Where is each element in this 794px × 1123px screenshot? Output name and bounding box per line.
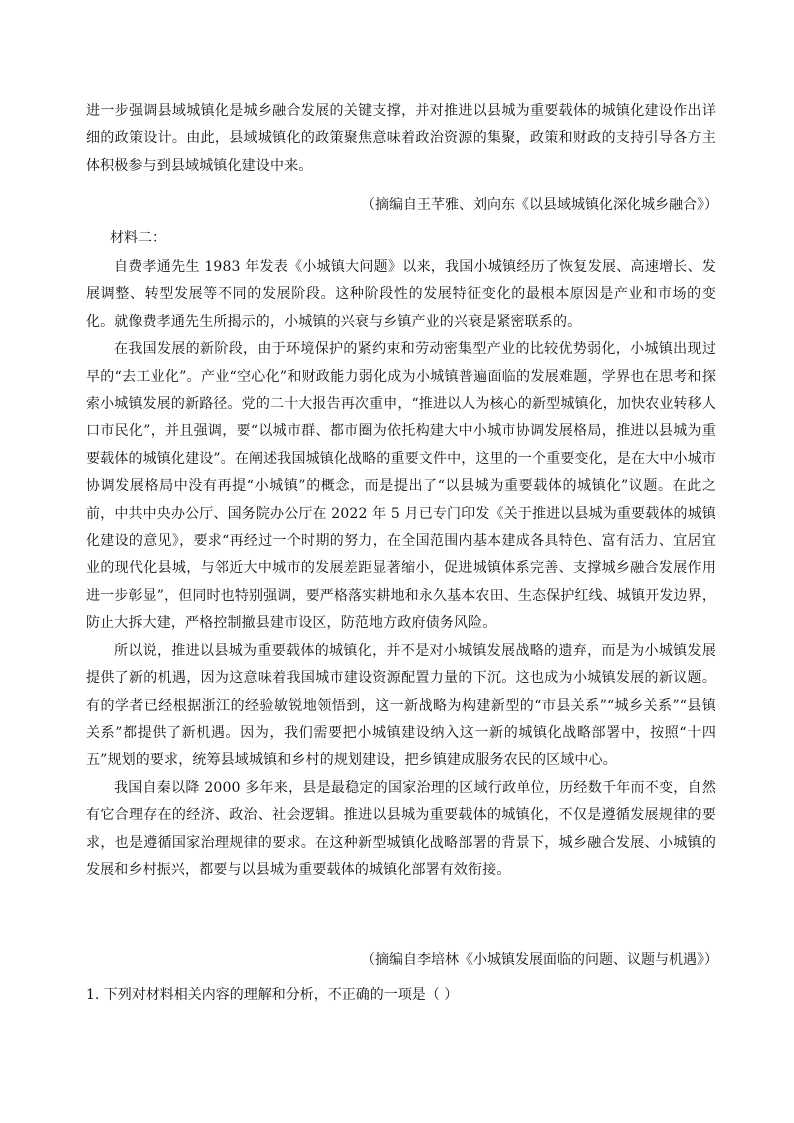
material-two-paragraph-3: 所以说，推进以县城为重要载体的城镇化，并不是对小城镇发展战略的遗弃，而是为小城镇发展提供了新的机遇，因为这意味着我国城市建设资源配置力量的下沉。这也成为小城镇发展的新议题。有的学者已经根据浙江的经验敏锐地领悟到，这一新战略为构建新型的“市县关系”“城乡关系”“县镇关系”都提供了新机遇。因为，我们需要把小城镇建设纳入这一新的城镇化战略部署中，按照“十四五”规划的要求，统筹县域城镇和乡村的规划建设，把乡镇建成服务农民的区域中心。 <box>86 642 716 769</box>
material-two-source: （摘编自李培林《小城镇发展面临的问题、议题与机遇》） <box>361 952 718 968</box>
material-two-paragraph-1: 自费孝通先生 1983 年发表《小城镇大问题》以来，我国小城镇经历了恢复发展、高速增长、发展调整、转型发展等不同的发展阶段。这种阶段性的发展特征变化的最根本原因是产业和市场的变化。就像费孝通先生所揭示的，小城镇的兴衰与乡镇产业的兴衰是紧密联系的。 <box>86 259 716 330</box>
material-two-body <box>86 254 716 884</box>
material-one-final-paragraph: 进一步强调县域城镇化是城乡融合发展的关键支撑，并对推进以县城为重要载体的城镇化建设作出详细的政策设计。由此，县域城镇化的政策聚焦意味着政治资源的集聚，政策和财政的支持引导各方主体积极参与到县域城镇化建设中来。 <box>86 103 716 174</box>
material-two-heading: 材料二： <box>110 230 166 246</box>
material-one-source: （摘编自王芊雅、刘向东《以县域城镇化深化城乡融合》） <box>361 197 718 213</box>
material-two-paragraph-2: 在我国发展的新阶段，由于环境保护的紧约束和劳动密集型产业的比较优势弱化，小城镇出现过早的“去工业化”。产业“空心化”和财政能力弱化成为小城镇普遍面临的发展难题，学界也在思考和探索小城镇发展的新路径。党的二十大报告再次重申，“推进以人为核心的新型城镇化，加快农业转移人口市民化”，并且强调，要“以城市群、都市圈为依托构建大中小城市协调发展格局，推进以县城为重要载体的城镇化建设”。在阐述我国城镇化战略的重要文件中，这里的一个重要变化，是在大中小城市协调发展格局中没有再提“小城镇”的概念，而是提出了“以县城为重要载体的城镇化”议题。在此之前，中共中央办公厅、国务院办公厅在 2022 年 5 月已专门印发《关于推进以县城为重要载体的城镇化建设的意见》，要求“再经过一个时期的努力，在全国范围内基本建成各具特色、富有活力、宜居宜业的现代化县城，与邻近大中城市的发展差距显著缩小，促进城镇体系完善、支撑城乡融合发展作用进一步彰显”，但同时也特别强调，要严格落实耕地和永久基本农田、生态保护红线、城镇开发边界，防止大拆大建，严格控制撤县建市设区，防范地方政府债务风险。 <box>86 341 716 632</box>
material-two-paragraph-4: 我国自秦以降 2000 多年来，县是最稳定的国家治理的区域行政单位，历经数千年而不变，自然有它合理存在的经济、政治、社会逻辑。推进以县城为重要载体的城镇化，不仅是遵循发展规律的要求，也是遵循国家治理规律的要求。在这种新型城镇化战略部署的背景下，城乡融合发展、小城镇的发展和乡村振兴，都要与以县城为重要载体的城镇化部署有效衔接。 <box>86 779 716 878</box>
material-one-tail <box>86 98 716 180</box>
question-1: 1. 下列对材料相关内容的理解和分析，不正确的一项是（ ） <box>86 987 459 1003</box>
